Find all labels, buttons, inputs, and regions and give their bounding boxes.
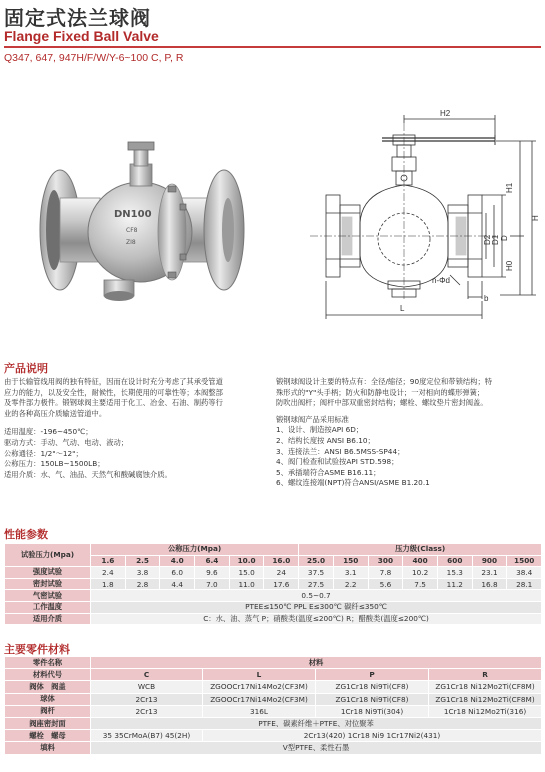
perf-cell: 28.1 <box>507 578 542 590</box>
packing-label: 填料 <box>5 742 91 754</box>
perf-row-label: 强度试验 <box>5 567 91 579</box>
perf-col-header: 2.5 <box>125 555 160 567</box>
performance-table <box>4 543 542 625</box>
perf-cell: 3.8 <box>125 567 160 579</box>
table-row <box>5 705 542 717</box>
perf-col-header: 900 <box>472 555 507 567</box>
packing-value: V型PTFE、柔性石墨 <box>91 742 542 754</box>
material-cell: ZGOOCr17Ni14Mo2(CF3M) <box>203 693 316 705</box>
title-divider <box>4 46 541 48</box>
part-label: 球体 <box>5 693 91 705</box>
part-name-header: 零件名称 <box>5 657 91 669</box>
material-cell: 2Cr13 <box>91 693 203 705</box>
material-cell: ZG1Cr18 Ni12Mo2Ti(CF8M) <box>429 681 542 693</box>
description-left <box>4 377 270 480</box>
perf-col-header: 1.6 <box>91 555 126 567</box>
medium-label: 适用介质 <box>5 613 91 625</box>
perf-row-label-header: 试验压力(Mpa) <box>5 544 91 567</box>
perf-cell: 3.1 <box>333 567 368 579</box>
perf-col-header: 300 <box>368 555 403 567</box>
nominal-pressure-header: 公称压力(Mpa) <box>91 544 299 556</box>
standard-line: 1、设计、制造按API 6D； <box>276 425 364 435</box>
medium-value: C：水、油、蒸气 P；硝酸类(温度≤200℃) R；醋酸类(温度≤200℃) <box>91 613 542 625</box>
standard-line: 5、承插端符合ASME B16.11； <box>276 467 381 477</box>
spec-line: 适用介质：水、气、油品、天然气和酸碱腐蚀介质。 <box>4 469 172 479</box>
valve-photo <box>22 120 272 325</box>
perf-cell: 15.3 <box>437 567 472 579</box>
seat-value: PTFE、碳素纤维＋PTFE、对位聚苯 <box>91 717 542 729</box>
label-b: b <box>484 294 489 303</box>
table-row <box>5 567 542 579</box>
material-code: P <box>316 669 429 681</box>
perf-col-header: 25.0 <box>299 555 334 567</box>
intro-line: 由于长输管线用阀的独有特征，因而在设计时充分考虑了其承受管道 <box>4 377 223 386</box>
material-code: C <box>91 669 203 681</box>
label-D1: D1 <box>491 234 500 245</box>
perf-col-header: 4.0 <box>160 555 195 567</box>
spec-line: 适用温度：-196~450℃； <box>4 427 93 437</box>
perf-row-label: 密封试验 <box>5 578 91 590</box>
perf-cell: 1.8 <box>91 578 126 590</box>
description-heading: 产品说明 <box>4 362 48 375</box>
intro-line: 及零件部力极件。锻钢球阀主要适用于化工、冶金、石油、制药等行 <box>4 398 223 408</box>
perf-col-header: 16.0 <box>264 555 299 567</box>
perf-col-header: 1500 <box>507 555 542 567</box>
spec-line: 公称压力：150LB~1500LB； <box>4 459 105 469</box>
table-row <box>5 681 542 693</box>
material-cell: ZG1Cr18 Ni9Ti(CF8) <box>316 681 429 693</box>
model-numbers: Q347, 647, 947H/F/W/Y-6~100 C, P, R <box>4 52 184 64</box>
photo-marking-pn: ZI8 <box>126 239 136 246</box>
performance-heading: 性能参数 <box>4 528 48 541</box>
perf-cell: 9.6 <box>195 567 230 579</box>
material-code: R <box>429 669 542 681</box>
perf-col-header: 10.0 <box>229 555 264 567</box>
material-cell: 2Cr13 <box>91 705 203 717</box>
material-cell: ZGOOCr17Ni14Mo2(CF3M) <box>203 681 316 693</box>
material-cell: 1Cr18 Ni12Mo2Ti(316) <box>429 705 542 717</box>
temperature-value: PTEE≤150℃ PPL E≤300℃ 碳纤≤350℃ <box>91 601 542 613</box>
bolt-value-c: 35 35CrMoA(B7) 45(2H) <box>91 730 203 742</box>
material-code-label: 材料代号 <box>5 669 91 681</box>
table-row <box>5 742 542 754</box>
standard-line: 6、螺纹连接端(NPT)符合ANSI/ASME B1.20.1 <box>276 478 430 488</box>
gas-test-value: 0.5~0.7 <box>91 590 542 602</box>
photo-marking-size: DN100 <box>114 209 152 220</box>
perf-cell: 10.2 <box>403 567 438 579</box>
table-row <box>5 590 542 602</box>
perf-cell: 38.4 <box>507 567 542 579</box>
table-row <box>5 613 542 625</box>
bolt-value-rest: 2Cr13(420) 1Cr18 Ni9 1Cr17Ni2(431) <box>203 730 542 742</box>
table-row <box>5 730 542 742</box>
bolt-label: 螺栓 螺母 <box>5 730 91 742</box>
perf-col-header: 600 <box>437 555 472 567</box>
standard-line: 3、连接法兰：ANSI B6.5MSS-SP44； <box>276 446 405 456</box>
perf-cell: 4.4 <box>160 578 195 590</box>
material-header: 材料 <box>91 657 542 669</box>
standard-line: 4、阀门检查和试验按API STD.598； <box>276 457 399 467</box>
intro-line: 应力的能力，以及安全性，耐候性，长期使用的可靠性等；本阀整部 <box>4 387 223 397</box>
gas-test-label: 气密试验 <box>5 590 91 602</box>
perf-cell: 23.1 <box>472 567 507 579</box>
perf-cell: 24 <box>264 567 299 579</box>
perf-cell: 7.0 <box>195 578 230 590</box>
standard-line: 2、结构长度按 ANSI B6.10； <box>276 435 375 445</box>
label-D: D <box>500 235 509 241</box>
label-n-phi-d: n-Φd <box>432 276 450 285</box>
label-H2: H2 <box>440 109 451 118</box>
feature-line: 锻钢球阀设计主要的特点有：全径/缩径；90度定位和带锁结构；特 <box>276 377 493 386</box>
spec-line: 公称通径：1/2"～12"； <box>4 448 83 458</box>
perf-cell: 2.8 <box>125 578 160 590</box>
label-H: H <box>531 215 540 221</box>
material-cell: ZG1Cr18 Ni9Ti(CF8) <box>316 693 429 705</box>
perf-cell: 11.0 <box>229 578 264 590</box>
standards-title: 锻钢球阀产品采用标准 <box>276 414 349 424</box>
perf-cell: 5.6 <box>368 578 403 590</box>
perf-cell: 2.4 <box>91 567 126 579</box>
photo-marking-material: CF8 <box>126 227 138 234</box>
perf-cell: 15.0 <box>229 567 264 579</box>
materials-table <box>4 656 542 755</box>
table-row <box>5 717 542 729</box>
table-row <box>5 693 542 705</box>
seat-label: 阀座密封面 <box>5 717 91 729</box>
material-cell: WCB <box>91 681 203 693</box>
perf-cell: 17.6 <box>264 578 299 590</box>
intro-line: 业的各种高压介质输送管道中。 <box>4 408 107 418</box>
perf-cell: 37.5 <box>299 567 334 579</box>
part-label: 阀杆 <box>5 705 91 717</box>
feature-line: 防吹出阀杆；阀杆中部双重密封结构；螺栓、螺纹垫片密封阀盖。 <box>276 398 488 408</box>
dimension-drawing <box>300 105 540 330</box>
perf-col-header: 400 <box>403 555 438 567</box>
spec-line: 驱动方式：手动、气动、电动、液动； <box>4 437 129 447</box>
perf-cell: 16.8 <box>472 578 507 590</box>
page-title-en: Flange Fixed Ball Valve <box>4 28 159 44</box>
page-title-cn: 固定式法兰球阀 <box>4 6 151 30</box>
material-cell: 1Cr18 Ni9Ti(304) <box>316 705 429 717</box>
perf-cell: 7.5 <box>403 578 438 590</box>
feature-line: 殊形式的"Y"头手柄；防火和防静电设计；一对相向的蝶形弹簧； <box>276 387 485 397</box>
perf-cell: 7.8 <box>368 567 403 579</box>
label-H1: H1 <box>505 182 514 193</box>
part-label: 阀体 阀盖 <box>5 681 91 693</box>
perf-col-header: 6.4 <box>195 555 230 567</box>
description-right <box>276 377 542 489</box>
table-row <box>5 578 542 590</box>
materials-heading: 主要零件材料 <box>4 643 70 656</box>
label-H0: H0 <box>505 260 514 271</box>
table-row <box>5 601 542 613</box>
perf-cell: 11.2 <box>437 578 472 590</box>
perf-cell: 2.2 <box>333 578 368 590</box>
temperature-label: 工作温度 <box>5 601 91 613</box>
label-D2: D2 <box>483 234 492 245</box>
material-code: L <box>203 669 316 681</box>
material-cell: 316L <box>203 705 316 717</box>
perf-cell: 6.0 <box>160 567 195 579</box>
pressure-class-header: 压力级(Class) <box>299 544 542 556</box>
material-cell: ZG1Cr18 Ni12Mo2Ti(CF8M) <box>429 693 542 705</box>
perf-cell: 27.5 <box>299 578 334 590</box>
perf-col-header: 150 <box>333 555 368 567</box>
label-L: L <box>400 304 405 313</box>
